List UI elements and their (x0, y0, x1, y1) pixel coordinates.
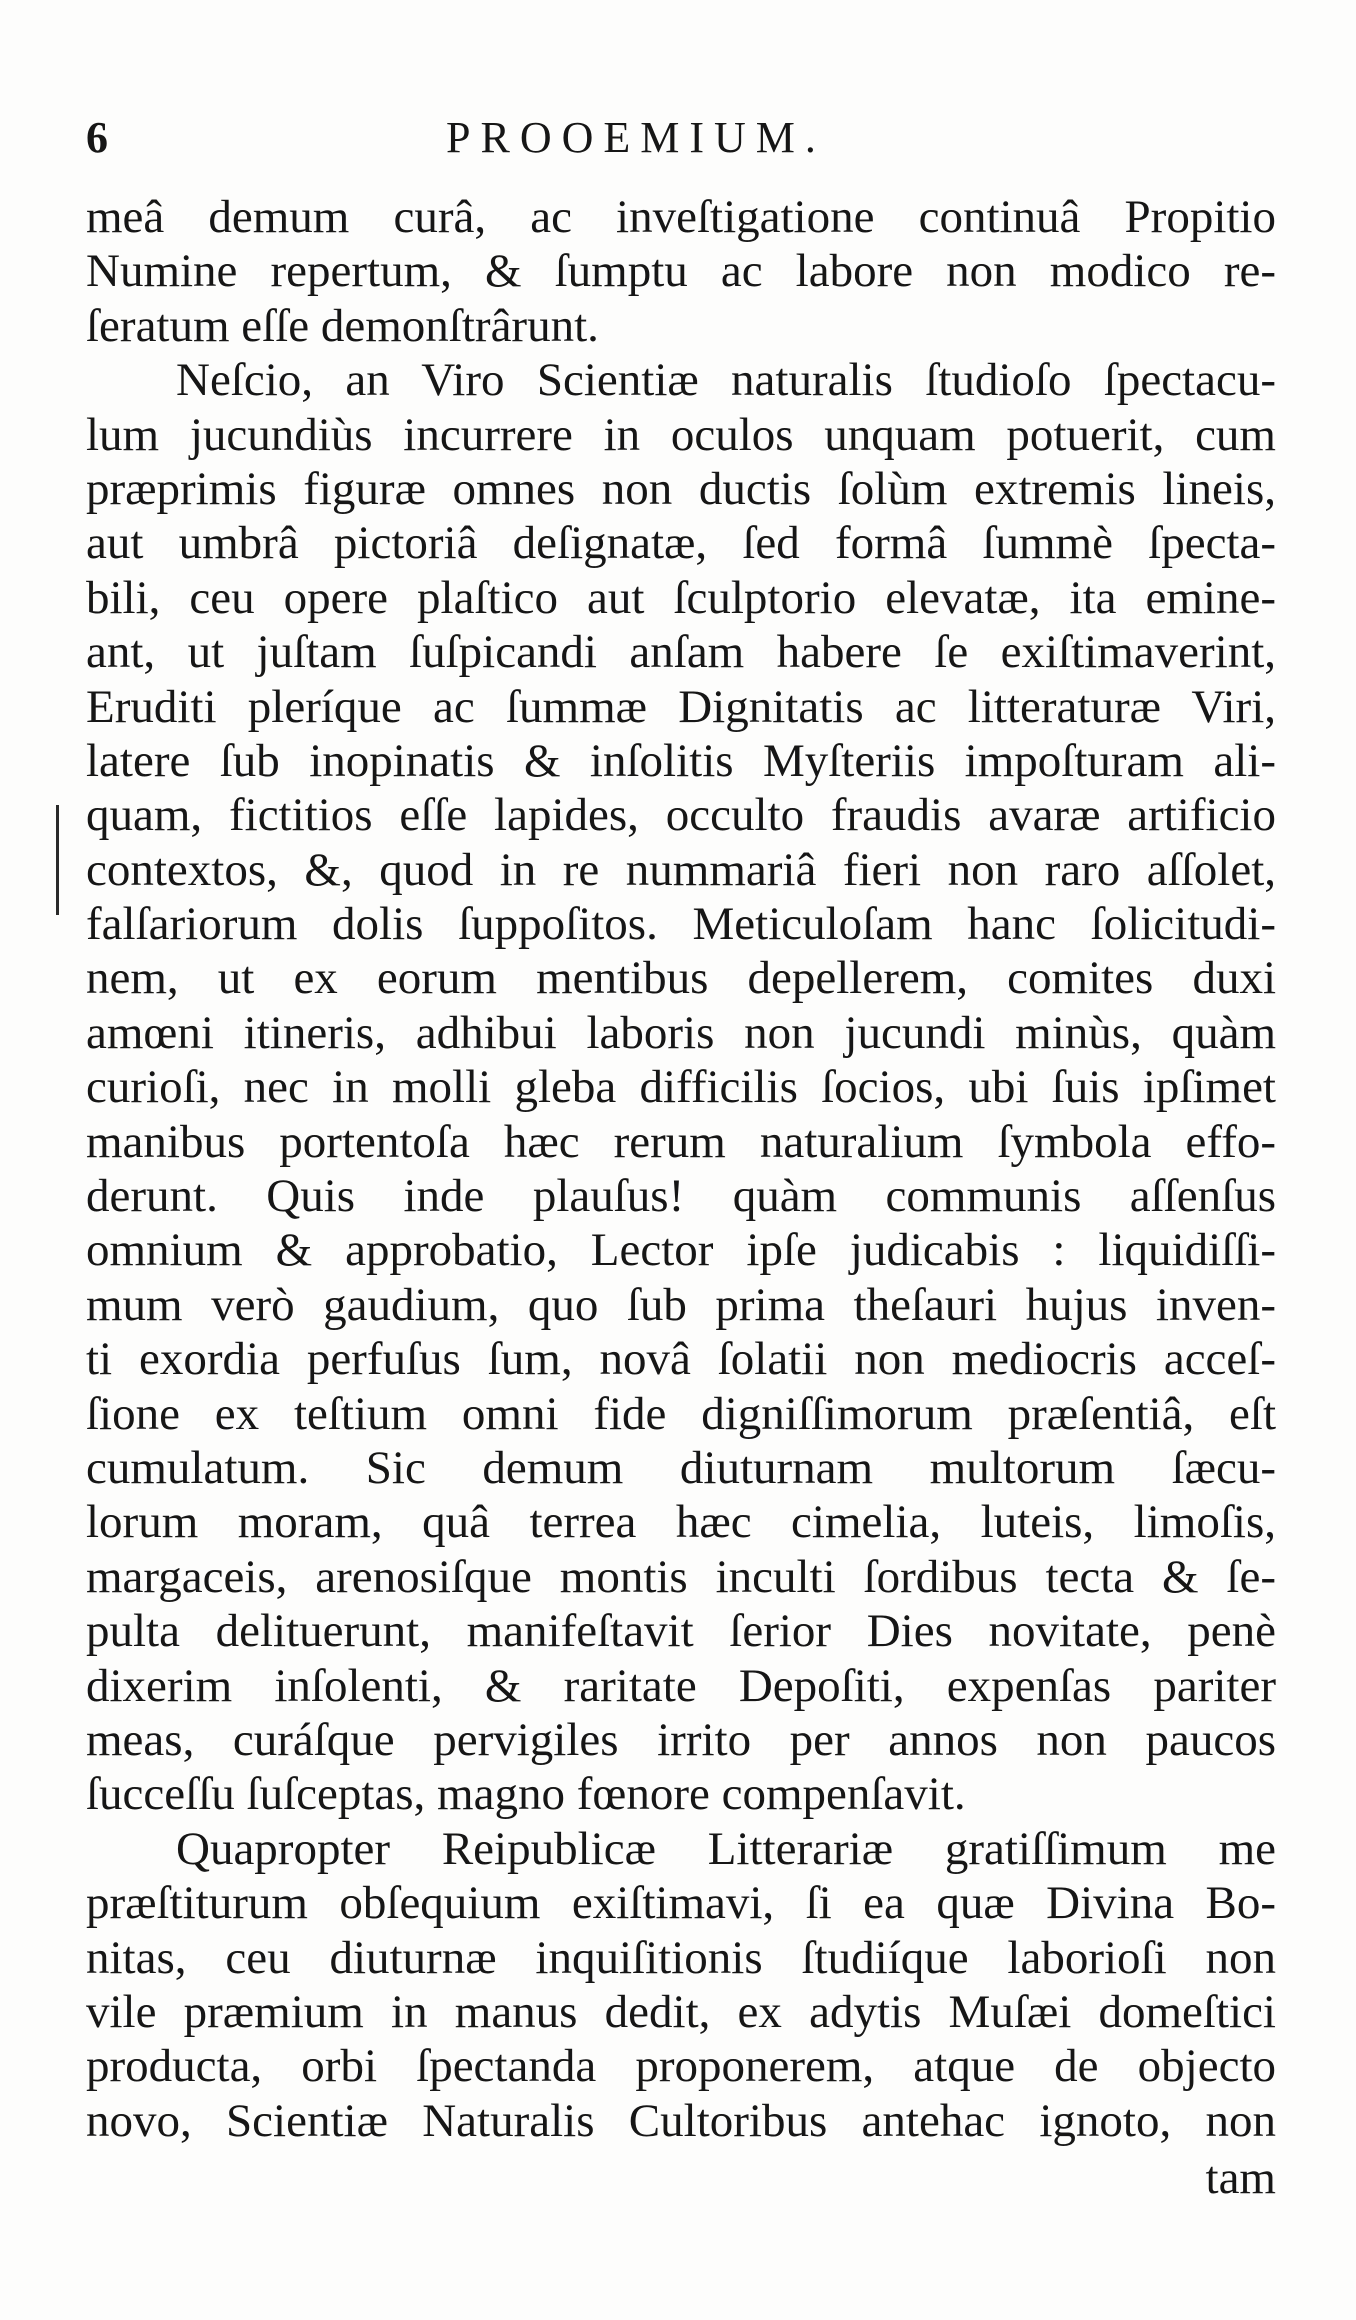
text-line: præprimis figuræ omnes non ductis ſolùm extremis lineis, (86, 462, 1276, 515)
text-line: novo, Scientiæ Naturalis Cultoribus antehac ignoto, non (86, 2094, 1276, 2147)
text-line: quam, fictitios eſſe lapides, occulto fraudis avaræ artificio (86, 789, 1276, 842)
text-line: lum jucundiùs incurrere in oculos unquam potuerit, cum (86, 408, 1276, 461)
text-line: Quapropter Reipublicæ Litterariæ gratiſſimum me (176, 1822, 1276, 1875)
text-line: Neſcio, an Viro Scientiæ naturalis ſtudioſo ſpectacu- (176, 354, 1276, 407)
text-line: ti exordia perfuſus ſum, novâ ſolatii non mediocris acceſ- (86, 1333, 1276, 1386)
text-line: Eruditi pleríque ac ſummæ Dignitatis ac litteraturæ Viri, (86, 680, 1276, 733)
margin-mark (56, 805, 59, 915)
text-line: latere ſub inopinatis & inſolitis Myſteriis impoſturam ali- (86, 734, 1276, 787)
text-line: cumulatum. Sic demum diuturnam multorum ſæcu- (86, 1441, 1276, 1494)
text-line: producta, orbi ſpectanda proponerem, atque de objecto (86, 2040, 1276, 2093)
text-line: meâ demum curâ, ac inveſtigatione continuâ Propitio (86, 191, 1276, 243)
page-number: 6 (86, 113, 108, 162)
text-line: vile præmium in manus dedit, ex adytis Muſæi domeſtici (86, 1985, 1276, 2038)
text-line: falſariorum dolis ſuppoſitos. Meticuloſam hanc ſolicitudi- (86, 898, 1276, 951)
text-line: dixerim inſolenti, & raritate Depoſiti, expenſas pariter (86, 1659, 1276, 1712)
text-line: curioſi, nec in molli gleba difficilis ſocios, ubi ſuis ipſimet (86, 1061, 1276, 1114)
running-title: PROOEMIUM. (446, 113, 826, 162)
text-line: ſione ex teſtium omni fide digniſſimorum præſentiâ, eſt (86, 1387, 1276, 1440)
page-header (86, 108, 1276, 168)
catchword: tam (1205, 2152, 1276, 2204)
text-line: manibus portentoſa hæc rerum naturalium ſymbola effo- (86, 1115, 1276, 1168)
text-line: aut umbrâ pictoriâ deſignatæ, ſed formâ ſummè ſpecta- (86, 517, 1276, 570)
text-line: margaceis, arenosiſque montis inculti ſordibus tecta & ſe- (86, 1550, 1276, 1603)
text-line: pulta delituerunt, manifeſtavit ſerior Dies novitate, penè (86, 1605, 1276, 1658)
text-line: lorum moram, quâ terrea hæc cimelia, luteis, limoſis, (86, 1496, 1276, 1549)
text-line: ſucceſſu ſuſceptas, magno fœnore compenſavit. (86, 1768, 966, 1821)
text-line: derunt. Quis inde plauſus! quàm communis aſſenſus (86, 1170, 1276, 1223)
text-line: amœni itineris, adhibui laboris non jucundi minùs, quàm (86, 1006, 1276, 1059)
text-line: meas, curáſque pervigiles irrito per annos non paucos (86, 1713, 1276, 1766)
text-line: ſeratum eſſe demonſtrârunt. (86, 299, 599, 352)
text-line: nem, ut ex eorum mentibus depellerem, comites duxi (86, 952, 1276, 1005)
text-line: mum verò gaudium, quo ſub prima theſauri hujus inven- (86, 1278, 1276, 1331)
text-line: Numine repertum, & ſumptu ac labore non modico re- (86, 245, 1276, 298)
text-line: omnium & approbatio, Lector ipſe judicabis : liquidiſſi- (86, 1224, 1276, 1277)
text-line: præſtiturum obſequium exiſtimavi, ſi ea quæ Divina Bo- (86, 1877, 1276, 1930)
text-line: ant, ut juſtam ſuſpicandi anſam habere ſe exiſtimaverint, (86, 626, 1276, 679)
text-line: nitas, ceu diuturnæ inquiſitionis ſtudiíque laborioſi non (86, 1931, 1276, 1984)
body-text (86, 190, 1276, 2148)
text-line: bili, ceu opere plaſtico aut ſculptorio elevatæ, ita emine- (86, 571, 1276, 624)
text-line: contextos, &, quod in re nummariâ fieri non raro aſſolet, (86, 843, 1276, 896)
